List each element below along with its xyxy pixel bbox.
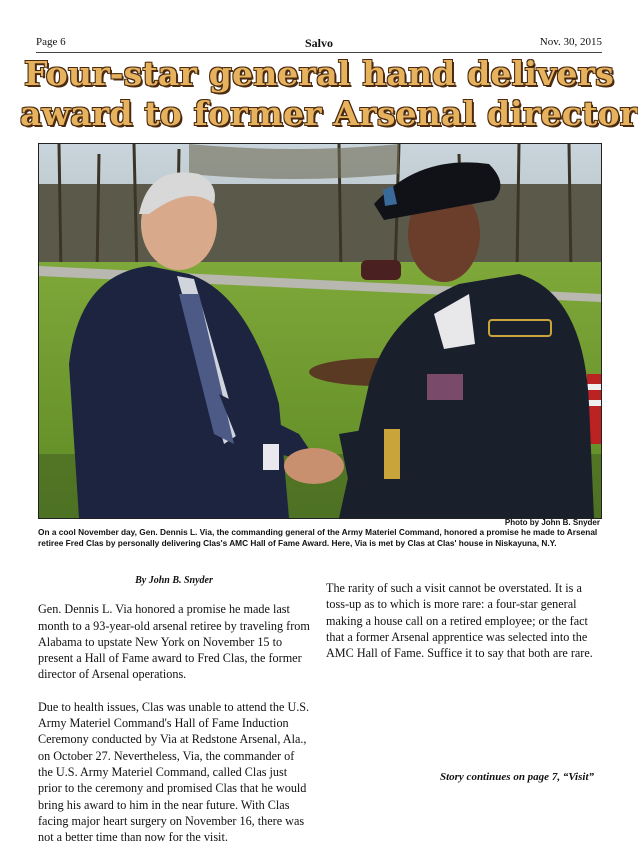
header-rule — [36, 52, 602, 53]
page-header — [36, 36, 602, 52]
page-number: Page 6 — [36, 36, 66, 48]
article-column-1 — [38, 573, 310, 861]
article-paragraph-3: The rarity of such a visit cannot be overstated. It is a toss-up as to which is more rare: a four-star general making a house call on a retired employee; or the fact that a former Arsenal apprentice was selected into the AMC Hall of Fame. Suffice it to say that both are rare. — [326, 581, 593, 661]
byline: By John B. Snyder — [135, 575, 213, 586]
headline — [20, 54, 638, 134]
article-paragraph-2: Due to health issues, Clas was unable to attend the U.S. Army Materiel Command's Hall of Fame Induction Ceremony conducted by Via at Redstone Arsenal, Ala., on October 27. Nevertheless, Via, the commander of the U.S. Army Materiel Command, called Clas just prior to the ceremony and promised Clas that he would bring his award to him in the near future. With Clas facing major heart surgery on November 16, there was not a better time than now for the visit. — [38, 699, 310, 845]
headline-line-1: Four-star general hand delivers — [23, 54, 615, 93]
article-paragraph-1: Gen. Dennis L. Via honored a promise he made last month to a 93-year-old arsenal retiree by traveling from Alabama to upstate New York on November 15 to present a Hall of Fame award to Fred Clas, the former director of Arsenal operations. — [38, 602, 310, 682]
handshake-photo-illustration — [39, 144, 601, 518]
article-column-2 — [326, 580, 600, 677]
continued-link[interactable]: Story continues on page 7, “Visit” — [439, 771, 594, 783]
headline-line-2: award to former Arsenal director — [20, 94, 638, 133]
publication-name: Salvo — [304, 36, 333, 50]
photo-credit: Photo by John B. Snyder — [504, 518, 600, 527]
photo-caption: On a cool November day, Gen. Dennis L. Via, the commanding general of the Army Materiel Command, honored a promise he made to Arsenal retiree Fred Clas by personally delivering Clas's AMC Hall of Fame Award. Here, Via is met by Clas at Clas' house in Niskayuna, N.Y. — [38, 527, 598, 548]
article-photo — [38, 143, 602, 519]
issue-date: Nov. 30, 2015 — [539, 36, 602, 48]
